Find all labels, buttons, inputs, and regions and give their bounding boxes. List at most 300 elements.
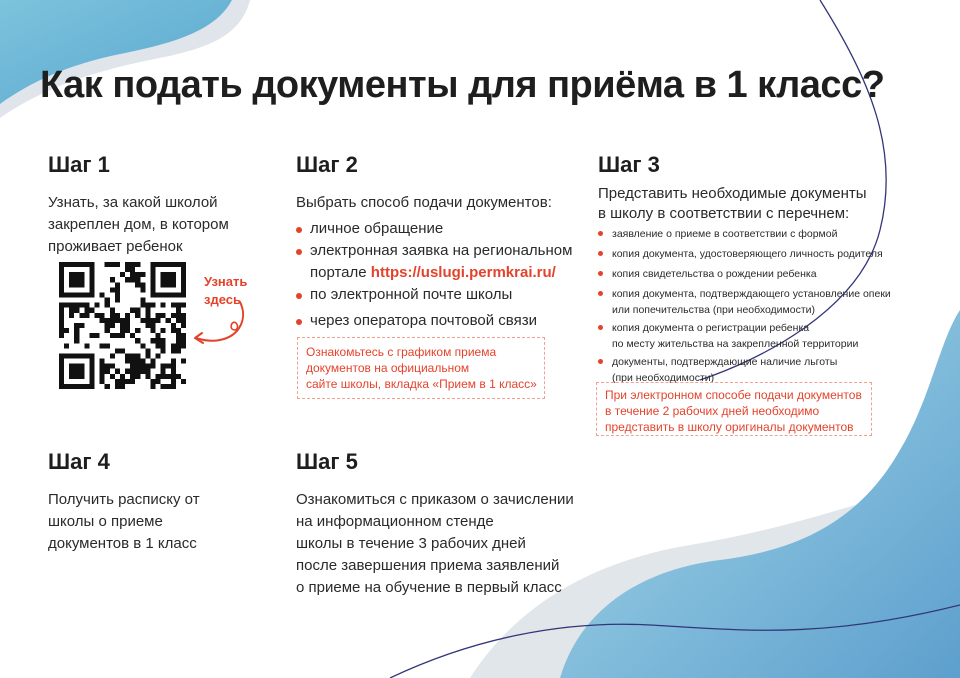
bullet-icon	[296, 293, 302, 299]
bullet-icon	[598, 291, 603, 296]
qr-module	[79, 374, 84, 379]
qr-module	[100, 359, 105, 364]
qr-module	[145, 323, 150, 328]
qr-module	[64, 328, 69, 333]
qr-module	[89, 282, 94, 287]
qr-module	[59, 384, 64, 389]
qr-module	[69, 384, 74, 389]
qr-module	[115, 313, 120, 318]
qr-module	[69, 374, 74, 379]
qr-module	[125, 359, 130, 364]
step5-heading: Шаг 5	[296, 449, 358, 474]
qr-module	[105, 318, 110, 323]
qr-module	[64, 384, 69, 389]
qr-module	[105, 369, 110, 374]
step3-intro-line: Представить необходимые документы	[598, 185, 867, 202]
qr-module	[181, 359, 186, 364]
qr-module	[115, 282, 120, 287]
step4-line: Получить расписку от	[48, 491, 200, 508]
list-item	[296, 310, 572, 332]
qr-module	[140, 359, 145, 364]
list-item	[598, 286, 891, 318]
qr-module	[74, 262, 79, 267]
qr-module	[181, 303, 186, 308]
qr-module	[181, 287, 186, 292]
qr-module	[176, 328, 181, 333]
qr-module	[181, 277, 186, 282]
qr-module	[64, 343, 69, 348]
qr-module	[156, 333, 161, 338]
qr-code[interactable]	[59, 262, 186, 389]
qr-module	[89, 272, 94, 277]
qr-module	[74, 364, 79, 369]
qr-module	[140, 369, 145, 374]
qr-module	[100, 313, 105, 318]
qr-module	[150, 328, 155, 333]
qr-module	[130, 262, 135, 267]
qr-module	[105, 262, 110, 267]
qr-module	[100, 318, 105, 323]
qr-module	[150, 384, 155, 389]
qr-module	[89, 353, 94, 358]
qr-module	[74, 338, 79, 343]
qr-module	[130, 353, 135, 358]
bullet-icon	[598, 325, 603, 330]
qr-module	[150, 282, 155, 287]
qr-module	[59, 353, 64, 358]
qr-module	[69, 262, 74, 267]
qr-module	[135, 313, 140, 318]
qr-module	[140, 282, 145, 287]
qr-module	[181, 323, 186, 328]
qr-module	[74, 333, 79, 338]
qr-module	[135, 308, 140, 313]
step3-intro	[598, 184, 867, 224]
qr-module	[181, 267, 186, 272]
qr-module	[176, 308, 181, 313]
qr-module	[110, 323, 115, 328]
qr-module	[135, 328, 140, 333]
qr-module	[156, 318, 161, 323]
qr-module	[166, 318, 171, 323]
qr-module	[176, 338, 181, 343]
qr-module	[115, 379, 120, 384]
qr-module	[74, 282, 79, 287]
qr-module	[79, 364, 84, 369]
qr-module	[100, 292, 105, 297]
qr-module	[100, 364, 105, 369]
qr-module	[161, 384, 166, 389]
qr-module	[115, 262, 120, 267]
qr-module	[100, 343, 105, 348]
step1-heading: Шаг 1	[48, 152, 110, 177]
qr-module	[181, 333, 186, 338]
arrow-icon	[190, 300, 254, 350]
list-item-text: копия документа, подтверждающего установление опеки	[612, 288, 891, 300]
qr-module	[181, 338, 186, 343]
qr-module	[79, 384, 84, 389]
qr-module	[115, 369, 120, 374]
step3-notice	[596, 382, 872, 436]
list-item-text: копия документа о регистрации ребенка	[612, 322, 810, 334]
qr-module	[166, 272, 171, 277]
qr-module	[125, 277, 130, 282]
qr-module	[140, 287, 145, 292]
qr-module	[64, 262, 69, 267]
qr-module	[125, 353, 130, 358]
qr-module	[161, 277, 166, 282]
notice-line: представить в школу оригиналы документов	[605, 420, 854, 434]
qr-module	[176, 313, 181, 318]
qr-module	[150, 303, 155, 308]
qr-module	[84, 262, 89, 267]
qr-module	[171, 364, 176, 369]
qr-module	[145, 303, 150, 308]
qr-module	[110, 308, 115, 313]
qr-module	[176, 343, 181, 348]
qr-module	[135, 272, 140, 277]
list-item-text: (при необходимости)	[612, 372, 715, 384]
qr-module	[120, 272, 125, 277]
qr-module	[74, 272, 79, 277]
qr-module	[130, 272, 135, 277]
step4-heading: Шаг 4	[48, 449, 110, 474]
portal-link[interactable]: https://uslugi.permkrai.ru/	[370, 264, 556, 281]
list-item-text: или попечительства (при необходимости)	[612, 304, 816, 316]
qr-module	[150, 262, 155, 267]
qr-module	[89, 369, 94, 374]
qr-module	[156, 353, 161, 358]
step4-text	[48, 489, 200, 555]
list-item-text: через оператора почтовой связи	[310, 312, 537, 329]
list-item	[296, 284, 572, 306]
qr-module	[69, 272, 74, 277]
bullet-icon	[296, 319, 302, 325]
qr-module	[145, 348, 150, 353]
step5-line: на информационном стенде	[296, 513, 494, 530]
qr-module	[74, 323, 79, 328]
step2-list	[296, 218, 572, 332]
qr-module	[59, 323, 64, 328]
qr-module	[171, 374, 176, 379]
qr-module	[89, 277, 94, 282]
qr-module	[161, 272, 166, 277]
qr-module	[100, 369, 105, 374]
notice-line: сайте школы, вкладка «Прием в 1 класс»	[306, 377, 537, 391]
qr-module	[176, 333, 181, 338]
qr-module	[74, 303, 79, 308]
bullet-icon	[598, 251, 603, 256]
qr-module	[69, 313, 74, 318]
qr-module	[110, 374, 115, 379]
list-item	[598, 320, 891, 352]
qr-module	[176, 262, 181, 267]
qr-module	[181, 313, 186, 318]
qr-module	[171, 277, 176, 282]
qr-module	[89, 262, 94, 267]
qr-module	[59, 313, 64, 318]
qr-module	[130, 359, 135, 364]
qr-module	[89, 359, 94, 364]
qr-module	[110, 333, 115, 338]
qr-module	[181, 262, 186, 267]
qr-module	[105, 364, 110, 369]
qr-module	[171, 272, 176, 277]
step3-list	[598, 226, 891, 386]
step4-line: документов в 1 класс	[48, 535, 197, 552]
qr-module	[176, 292, 181, 297]
qr-module	[161, 292, 166, 297]
qr-module	[89, 384, 94, 389]
qr-module	[166, 282, 171, 287]
qr-module	[110, 277, 115, 282]
qr-module	[59, 262, 64, 267]
qr-module	[69, 308, 74, 313]
qr-module	[171, 303, 176, 308]
qr-module	[156, 313, 161, 318]
qr-module	[130, 308, 135, 313]
qr-module	[74, 292, 79, 297]
qr-module	[120, 379, 125, 384]
qr-module	[120, 348, 125, 353]
qr-module	[176, 303, 181, 308]
qr-module	[156, 338, 161, 343]
qr-module	[140, 364, 145, 369]
qr-module	[79, 282, 84, 287]
qr-module	[156, 379, 161, 384]
qr-module	[171, 292, 176, 297]
qr-module	[120, 318, 125, 323]
notice-line: При электронном способе подачи документов	[605, 388, 862, 402]
qr-module	[156, 292, 161, 297]
qr-module	[161, 364, 166, 369]
qr-module	[161, 338, 166, 343]
step5-line: о приеме на обучение в первый класс	[296, 579, 562, 596]
list-item-text: по месту жительства на закрепленной территории	[612, 338, 859, 350]
list-item-text: заявление о приеме в соответствии с формой	[612, 228, 838, 240]
qr-module	[171, 343, 176, 348]
qr-module	[130, 379, 135, 384]
qr-module	[110, 318, 115, 323]
qr-module	[89, 364, 94, 369]
step4-line: школы о приеме	[48, 513, 163, 530]
step3-heading: Шаг 3	[598, 152, 660, 177]
qr-module	[161, 348, 166, 353]
step5-line: Ознакомиться с приказом о зачислении	[296, 491, 574, 508]
qr-module	[135, 262, 140, 267]
qr-module	[171, 384, 176, 389]
qr-module	[171, 348, 176, 353]
qr-module	[135, 359, 140, 364]
qr-module	[79, 323, 84, 328]
step5-line: после завершения приема заявлений	[296, 557, 560, 574]
qr-module	[135, 364, 140, 369]
qr-module	[145, 369, 150, 374]
qr-module	[161, 343, 166, 348]
qr-module	[89, 308, 94, 313]
qr-module	[135, 369, 140, 374]
qr-module	[161, 303, 166, 308]
qr-module	[115, 348, 120, 353]
qr-module	[64, 292, 69, 297]
qr-module	[125, 379, 130, 384]
qr-module	[181, 282, 186, 287]
qr-module	[171, 359, 176, 364]
qr-module	[140, 343, 145, 348]
qr-module	[130, 369, 135, 374]
qr-module	[150, 359, 155, 364]
bullet-icon	[598, 271, 603, 276]
qr-module	[64, 303, 69, 308]
qr-module	[176, 348, 181, 353]
qr-module	[161, 374, 166, 379]
qr-module	[166, 384, 171, 389]
qr-module	[150, 318, 155, 323]
qr-module	[64, 353, 69, 358]
qr-module	[59, 328, 64, 333]
qr-module	[69, 353, 74, 358]
qr-module	[140, 298, 145, 303]
qr-module	[171, 323, 176, 328]
qr-module	[79, 277, 84, 282]
list-item-text: личное обращение	[310, 220, 444, 237]
list-item	[296, 218, 572, 240]
qr-module	[59, 287, 64, 292]
qr-module	[69, 277, 74, 282]
qr-module	[79, 369, 84, 374]
qr-module	[135, 338, 140, 343]
notice-line: в течение 2 рабочих дней необходимо	[605, 404, 820, 418]
qr-module	[69, 292, 74, 297]
qr-module	[74, 384, 79, 389]
step2-notice	[297, 337, 545, 399]
qr-module	[89, 374, 94, 379]
qr-module	[130, 333, 135, 338]
notice-line: документов на официальном	[306, 361, 470, 375]
qr-module	[171, 379, 176, 384]
qr-module	[79, 292, 84, 297]
qr-module	[145, 374, 150, 379]
qr-module	[115, 292, 120, 297]
list-item-text: по электронной почте школы	[310, 286, 513, 303]
qr-module	[120, 328, 125, 333]
qr-module	[171, 282, 176, 287]
qr-module	[150, 364, 155, 369]
qr-module	[74, 374, 79, 379]
qr-module	[89, 287, 94, 292]
page-title: Как подать документы для приёма в 1 класс?	[40, 64, 885, 106]
qr-label-line: здесь	[204, 292, 241, 307]
list-item-text: электронная заявка на региональном	[310, 242, 573, 259]
qr-module	[125, 318, 130, 323]
qr-module	[150, 292, 155, 297]
qr-module	[59, 308, 64, 313]
qr-module	[166, 292, 171, 297]
qr-module	[100, 379, 105, 384]
qr-module	[110, 313, 115, 318]
qr-module	[176, 374, 181, 379]
bullet-icon	[296, 227, 302, 233]
qr-module	[166, 364, 171, 369]
step2-intro: Выбрать способ подачи документов:	[296, 194, 552, 211]
qr-module	[89, 267, 94, 272]
qr-module	[150, 338, 155, 343]
qr-module	[166, 262, 171, 267]
qr-module	[59, 379, 64, 384]
qr-module	[69, 282, 74, 287]
qr-module	[161, 328, 166, 333]
qr-module	[100, 374, 105, 379]
qr-module	[181, 343, 186, 348]
qr-module	[120, 333, 125, 338]
step1-text	[48, 192, 229, 258]
step5-text	[296, 489, 574, 599]
qr-module	[150, 379, 155, 384]
qr-module	[110, 353, 115, 358]
qr-module	[130, 277, 135, 282]
qr-module	[59, 277, 64, 282]
bullet-icon	[598, 231, 603, 236]
qr-module	[171, 328, 176, 333]
qr-module	[74, 308, 79, 313]
qr-module	[110, 262, 115, 267]
qr-module	[135, 353, 140, 358]
qr-module	[84, 308, 89, 313]
qr-module	[166, 374, 171, 379]
qr-module	[69, 369, 74, 374]
notice-line: Ознакомьтесь с графиком приема	[306, 345, 497, 359]
qr-module	[59, 272, 64, 277]
qr-module	[166, 277, 171, 282]
qr-module	[125, 267, 130, 272]
qr-module	[105, 303, 110, 308]
qr-module	[145, 364, 150, 369]
qr-module	[115, 318, 120, 323]
qr-module	[120, 323, 125, 328]
qr-module	[115, 287, 120, 292]
qr-label-line: Узнать	[204, 274, 248, 289]
list-item	[296, 240, 572, 284]
qr-module	[130, 364, 135, 369]
qr-module	[115, 384, 120, 389]
qr-module	[79, 272, 84, 277]
bullet-icon	[296, 249, 302, 255]
qr-module	[79, 303, 84, 308]
qr-module	[69, 364, 74, 369]
qr-module	[59, 369, 64, 374]
qr-module	[176, 318, 181, 323]
qr-module	[150, 277, 155, 282]
list-item	[598, 246, 891, 262]
qr-module	[125, 313, 130, 318]
qr-module	[181, 318, 186, 323]
qr-module	[115, 298, 120, 303]
step5-line: школы в течение 3 рабочих дней	[296, 535, 526, 552]
qr-module	[171, 262, 176, 267]
qr-module	[150, 267, 155, 272]
qr-module	[59, 333, 64, 338]
qr-module	[145, 308, 150, 313]
qr-module	[79, 262, 84, 267]
qr-module	[120, 374, 125, 379]
qr-module	[74, 277, 79, 282]
qr-module	[135, 277, 140, 282]
qr-module	[145, 313, 150, 318]
qr-module	[161, 369, 166, 374]
qr-module	[150, 272, 155, 277]
qr-module	[89, 379, 94, 384]
list-item-text: документы, подтверждающие наличие льготы	[612, 356, 838, 368]
